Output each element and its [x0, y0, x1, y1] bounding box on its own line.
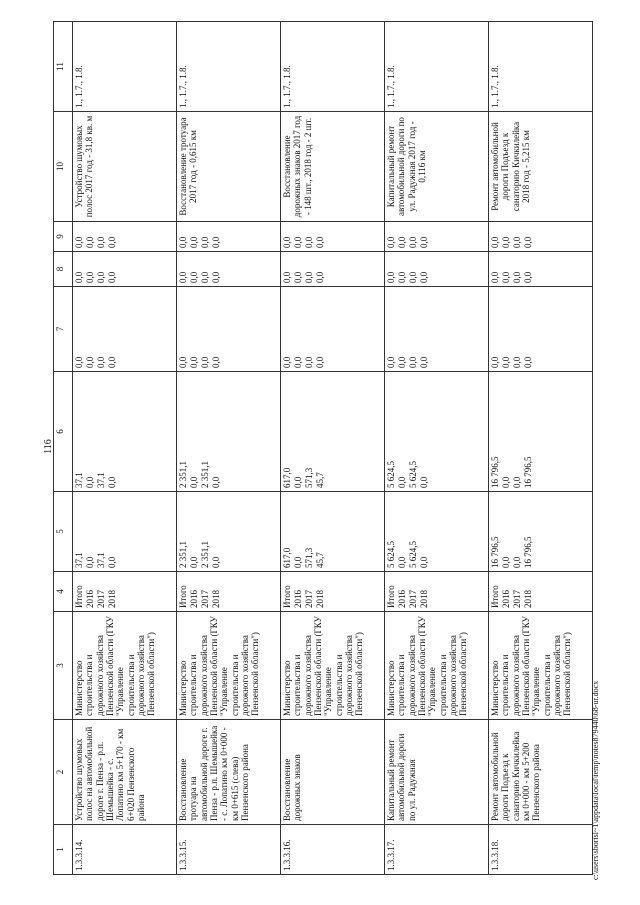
amount-value: 0,0 [85, 236, 95, 248]
year-value: 2017 [512, 590, 522, 608]
amount-value: 0,0 [304, 236, 314, 248]
header-row [54, 22, 73, 875]
header-cell: 6 [54, 372, 73, 492]
header-cell: 10 [54, 112, 73, 222]
row-code-cell: 1.3.3.15. [177, 825, 281, 875]
executor-cell: Министерство строительства и дорожного хозяйства Пензенской области (ГКУ "Управление строительства и дорожного хозяйства Пензенской области") [489, 612, 593, 720]
amount-value: 0,0 [293, 236, 303, 248]
amount-list-cell [385, 287, 489, 372]
amount-value: 2 351,1 [178, 461, 188, 488]
amount-list-cell [177, 492, 281, 572]
amount-value: 2 351,1 [200, 541, 210, 568]
header-cell: 7 [54, 287, 73, 372]
year-value: 2016 [293, 590, 303, 608]
result-cell: Ремонт автомобильной дороги Подъезд к санаторию Кичкилейка 2018 год - 5,215 км [489, 112, 593, 222]
amount-value: 0,0 [282, 271, 292, 283]
amount-value: 0,0 [107, 476, 117, 488]
amount-value: 0,0 [85, 271, 95, 283]
header-cell: 9 [54, 222, 73, 252]
amount-value: 617,0 [282, 547, 292, 568]
table-row [385, 22, 489, 875]
amount-value: 571,3 [304, 547, 314, 568]
amount-value: 0,0 [85, 556, 95, 568]
amount-value: 0,0 [386, 356, 396, 368]
amount-value: 0,0 [512, 236, 522, 248]
amount-list-cell [281, 287, 385, 372]
amount-value: 45,7 [315, 472, 325, 488]
year-value: 2016 [189, 590, 199, 608]
amount-value: 37,1 [96, 552, 106, 568]
amount-value: 0,0 [189, 236, 199, 248]
row-code-cell: 1.3.3.18. [489, 825, 593, 875]
executor-cell: Министерство строительства и дорожного хозяйства Пензенской области (ГКУ "Управление строительства и дорожного хозяйства Пензенской области") [73, 612, 177, 720]
amount-list-cell [73, 252, 177, 287]
amount-value: 0,0 [304, 271, 314, 283]
amount-value: 0,0 [408, 356, 418, 368]
amount-value: 0,0 [85, 476, 95, 488]
indicators-cell: 1., 1.7., 1.8. [177, 22, 281, 112]
indicators-cell: 1., 1.7., 1.8. [385, 22, 489, 112]
year-value: 2016 [85, 590, 95, 608]
measure-name-cell: Капитальный ремонт автомобильной дороги по ул. Радужная [385, 720, 489, 825]
amount-value: 0,0 [512, 556, 522, 568]
year-value: 2017 [96, 590, 106, 608]
amount-list-cell [489, 372, 593, 492]
amount-value: 0,0 [523, 236, 533, 248]
year-value: Итого [490, 585, 500, 608]
amount-value: 0,0 [189, 556, 199, 568]
year-list-cell [385, 572, 489, 612]
year-value: 2018 [523, 590, 533, 608]
row-code-cell: 1.3.3.17. [385, 825, 489, 875]
year-value: 2018 [419, 590, 429, 608]
amount-value: 0,0 [200, 271, 210, 283]
result-cell: Устройство шумовых полос 2017 год - 31,8 кв. м [73, 112, 177, 222]
amount-list-cell [177, 252, 281, 287]
amount-value: 0,0 [419, 476, 429, 488]
amount-value: 0,0 [96, 236, 106, 248]
amount-value: 0,0 [419, 356, 429, 368]
amount-value: 0,0 [96, 356, 106, 368]
amount-list-cell [73, 287, 177, 372]
year-value: 2018 [107, 590, 117, 608]
amount-list-cell [73, 222, 177, 252]
amount-value: 0,0 [178, 271, 188, 283]
year-value: Итого [74, 585, 84, 608]
row-code-cell: 1.3.3.16. [281, 825, 385, 875]
amount-list-cell [281, 372, 385, 492]
amount-value: 0,0 [96, 271, 106, 283]
amount-value: 0,0 [490, 271, 500, 283]
amount-value: 0,0 [293, 556, 303, 568]
header-cell: 3 [54, 612, 73, 720]
amount-value: 0,0 [200, 236, 210, 248]
measure-name-cell: Восстановление тротуара на автомобильной дороге г. Пенза - р.п. Шемышейка - с. Лопатино км 0+000 - км 0+615 (слева) Пензенского района [177, 720, 281, 825]
year-value: Итого [178, 585, 188, 608]
amount-value: 0,0 [74, 271, 84, 283]
header-cell: 1 [54, 825, 73, 875]
table-row [281, 22, 385, 875]
header-cell: 5 [54, 492, 73, 572]
measure-name-cell: Восстановление дорожных знаков [281, 720, 385, 825]
executor-cell: Министерство строительства и дорожного хозяйства Пензенской области (ГКУ "Управление строительства и дорожного хозяйства Пензенской области") [177, 612, 281, 720]
amount-value: 0,0 [386, 271, 396, 283]
year-value: 2018 [315, 590, 325, 608]
amount-value: 16 796,5 [523, 456, 533, 488]
amount-value: 0,0 [107, 236, 117, 248]
indicators-cell: 1., 1.7., 1.8. [281, 22, 385, 112]
amount-value: 0,0 [107, 356, 117, 368]
amount-value: 0,0 [304, 356, 314, 368]
amount-value: 37,1 [96, 472, 106, 488]
row-code-cell: 1.3.3.14. [73, 825, 177, 875]
amount-value: 0,0 [211, 271, 221, 283]
amount-value: 0,0 [85, 356, 95, 368]
year-list-cell [281, 572, 385, 612]
header-cell: 8 [54, 252, 73, 287]
amount-value: 0,0 [490, 356, 500, 368]
table-row [73, 22, 177, 875]
table-row [489, 22, 593, 875]
amount-value: 0,0 [282, 236, 292, 248]
amount-value: 0,0 [419, 236, 429, 248]
amount-value: 0,0 [315, 271, 325, 283]
amount-list-cell [385, 252, 489, 287]
amount-value: 0,0 [74, 356, 84, 368]
amount-value: 571,3 [304, 467, 314, 488]
amount-value: 0,0 [512, 356, 522, 368]
amount-value: 0,0 [397, 356, 407, 368]
result-cell: Восстановление тротуара 2017 год - 0,615 км [177, 112, 281, 222]
amount-value: 0,0 [408, 236, 418, 248]
amount-value: 617,0 [282, 467, 292, 488]
amount-value: 16 796,5 [490, 536, 500, 568]
year-list-cell [73, 572, 177, 612]
indicators-cell: 1., 1.7., 1.8. [73, 22, 177, 112]
amount-value: 0,0 [107, 271, 117, 283]
amount-list-cell [281, 252, 385, 287]
rotated-table-container [53, 22, 613, 875]
amount-value: 5 624,5 [386, 541, 396, 568]
amount-value: 0,0 [293, 271, 303, 283]
amount-value: 0,0 [397, 556, 407, 568]
amount-value: 0,0 [211, 556, 221, 568]
amount-list-cell [73, 492, 177, 572]
amount-list-cell [281, 222, 385, 252]
header-cell: 11 [54, 22, 73, 112]
amount-value: 0,0 [408, 271, 418, 283]
footer-file-path: c:\users\sborisl~1\appdata\local\temp\notes879440\68-ur.docx [591, 680, 600, 880]
amount-value: 0,0 [315, 356, 325, 368]
program-table [53, 21, 593, 875]
amount-value: 45,7 [315, 552, 325, 568]
measure-name-cell: Устройство шумовых полос на автомобильной дороге г. Пенза - р.п. Шемышейка - с. Лопатино км 5+170 - км 6+020 Пензенского района [73, 720, 177, 825]
amount-value: 0,0 [200, 356, 210, 368]
amount-value: 0,0 [397, 476, 407, 488]
executor-cell: Министерство строительства и дорожного хозяйства Пензенской области (ГКУ "Управление строительства и дорожного хозяйства Пензенской области") [281, 612, 385, 720]
amount-value: 0,0 [189, 476, 199, 488]
amount-value: 0,0 [211, 356, 221, 368]
amount-value: 0,0 [523, 356, 533, 368]
amount-value: 0,0 [74, 236, 84, 248]
year-value: 2017 [304, 590, 314, 608]
amount-value: 37,1 [74, 472, 84, 488]
amount-value: 0,0 [501, 271, 511, 283]
amount-value: 5 624,5 [408, 541, 418, 568]
page-number: 116 [42, 439, 54, 454]
year-value: 2018 [211, 590, 221, 608]
amount-value: 0,0 [523, 271, 533, 283]
amount-value: 0,0 [189, 271, 199, 283]
amount-value: 0,0 [107, 556, 117, 568]
amount-value: 0,0 [501, 236, 511, 248]
amount-value: 0,0 [512, 271, 522, 283]
amount-value: 0,0 [397, 236, 407, 248]
amount-value: 0,0 [512, 476, 522, 488]
amount-list-cell [489, 222, 593, 252]
amount-list-cell [489, 252, 593, 287]
amount-list-cell [385, 222, 489, 252]
amount-list-cell [385, 492, 489, 572]
amount-value: 2 351,1 [178, 541, 188, 568]
amount-list-cell [177, 222, 281, 252]
executor-cell: Министерство строительства и дорожного хозяйства Пензенской области (ГКУ "Управление строительства и дорожного хозяйства Пензенской области") [385, 612, 489, 720]
amount-list-cell [281, 492, 385, 572]
year-value: Итого [282, 585, 292, 608]
year-value: Итого [386, 585, 396, 608]
amount-value: 0,0 [501, 476, 511, 488]
amount-value: 16 796,5 [490, 456, 500, 488]
amount-list-cell [73, 372, 177, 492]
amount-value: 5 624,5 [386, 461, 396, 488]
header-cell: 4 [54, 572, 73, 612]
year-list-cell [177, 572, 281, 612]
amount-value: 0,0 [315, 236, 325, 248]
amount-value: 0,0 [293, 356, 303, 368]
amount-value: 0,0 [211, 236, 221, 248]
amount-value: 0,0 [293, 476, 303, 488]
result-cell: Капитальный ремонт автомобильной дороги по ул. Радужная 2017 год - 0,116 км [385, 112, 489, 222]
amount-value: 37,1 [74, 552, 84, 568]
amount-list-cell [177, 372, 281, 492]
header-cell: 2 [54, 720, 73, 825]
amount-list-cell [385, 372, 489, 492]
year-list-cell [489, 572, 593, 612]
amount-value: 16 796,5 [523, 536, 533, 568]
amount-value: 0,0 [397, 271, 407, 283]
amount-value: 0,0 [178, 356, 188, 368]
year-value: 2017 [200, 590, 210, 608]
amount-value: 0,0 [189, 356, 199, 368]
year-value: 2017 [408, 590, 418, 608]
amount-value: 0,0 [490, 236, 500, 248]
amount-value: 0,0 [501, 556, 511, 568]
amount-value: 0,0 [419, 556, 429, 568]
year-value: 2016 [397, 590, 407, 608]
year-value: 2016 [501, 590, 511, 608]
amount-value: 0,0 [178, 236, 188, 248]
amount-value: 0,0 [282, 356, 292, 368]
table-row [177, 22, 281, 875]
indicators-cell: 1., 1.7., 1.8. [489, 22, 593, 112]
amount-value: 0,0 [501, 356, 511, 368]
amount-list-cell [489, 287, 593, 372]
amount-value: 0,0 [386, 236, 396, 248]
amount-list-cell [177, 287, 281, 372]
amount-value: 5 624,5 [408, 461, 418, 488]
amount-value: 2 351,1 [200, 461, 210, 488]
amount-list-cell [489, 492, 593, 572]
amount-value: 0,0 [211, 476, 221, 488]
measure-name-cell: Ремонт автомобильной дороги Подъезд к санаторию Кичкилейка км 0+000 - км 5+200 Пензенского района [489, 720, 593, 825]
amount-value: 0,0 [419, 271, 429, 283]
result-cell: Восстановление дорожных знаков 2017 год - 148 шт., 2018 год - 2 шт. [281, 112, 385, 222]
